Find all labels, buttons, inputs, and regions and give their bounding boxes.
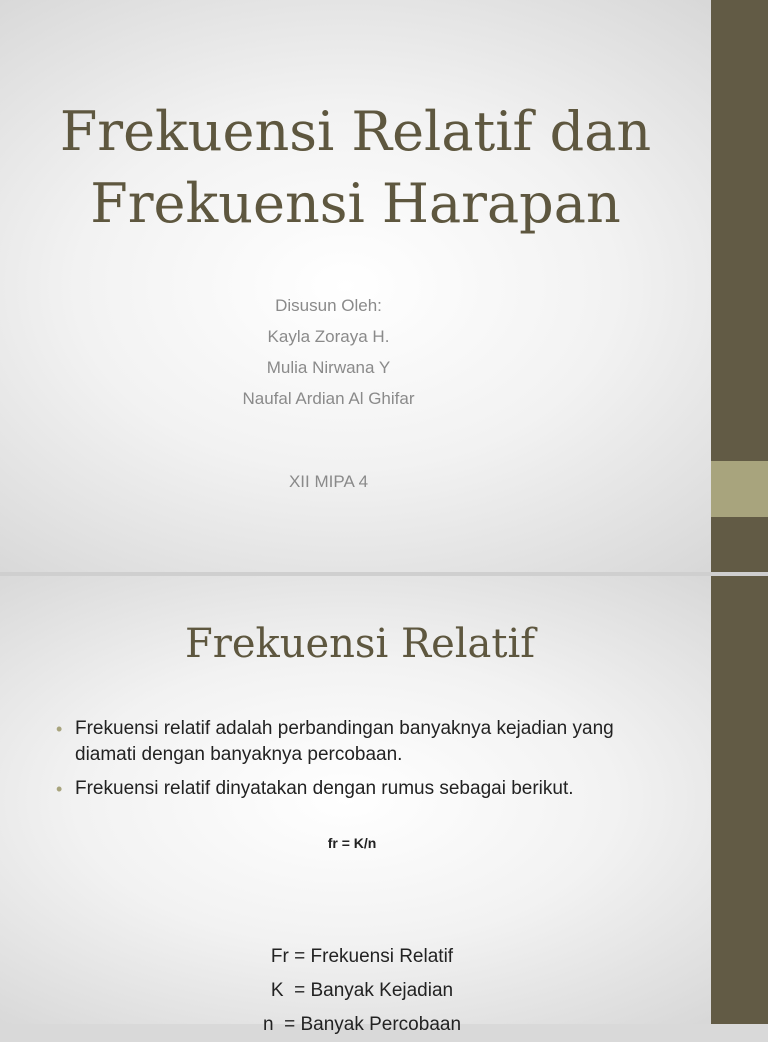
bullet-dot-icon: • (56, 719, 63, 739)
slide-1-title (0, 96, 711, 240)
definition-line: K = Banyak Kejadian (270, 980, 454, 1001)
bullet-list (56, 716, 676, 810)
slide-side-bar (711, 576, 768, 1024)
slide-2[interactable] (0, 576, 768, 1035)
author-name: Naufal Ardian Al Ghifar (242, 389, 415, 408)
formula: fr = K/n (327, 835, 377, 851)
bullet-dot-icon: • (56, 779, 63, 799)
title-line-1: Frekuensi Relatif dan (59, 100, 652, 163)
authors-block (0, 290, 657, 414)
author-name: Kayla Zoraya H. (267, 327, 390, 346)
definition-line: n = Banyak Percobaan (262, 1014, 462, 1035)
title-line-2: Frekuensi Harapan (90, 172, 621, 235)
slide-2-title: Frekuensi Relatif (184, 621, 536, 667)
author-name: Mulia Nirwana Y (266, 358, 391, 377)
bullet-text: Frekuensi relatif adalah perbandingan banyaknya kejadian yang diamati dengan banyaknya percobaan. (75, 718, 614, 765)
definitions-block (0, 940, 724, 1042)
bullet-text: Frekuensi relatif dinyatakan dengan rumus sebagai berikut. (75, 778, 574, 799)
slide-side-accent (711, 461, 768, 517)
bullet-item (56, 716, 676, 768)
bullet-item (56, 776, 676, 802)
definition-line: Fr = Frekuensi Relatif (270, 946, 454, 967)
class-label: XII MIPA 4 (288, 472, 369, 491)
authors-heading: Disusun Oleh: (275, 296, 382, 315)
